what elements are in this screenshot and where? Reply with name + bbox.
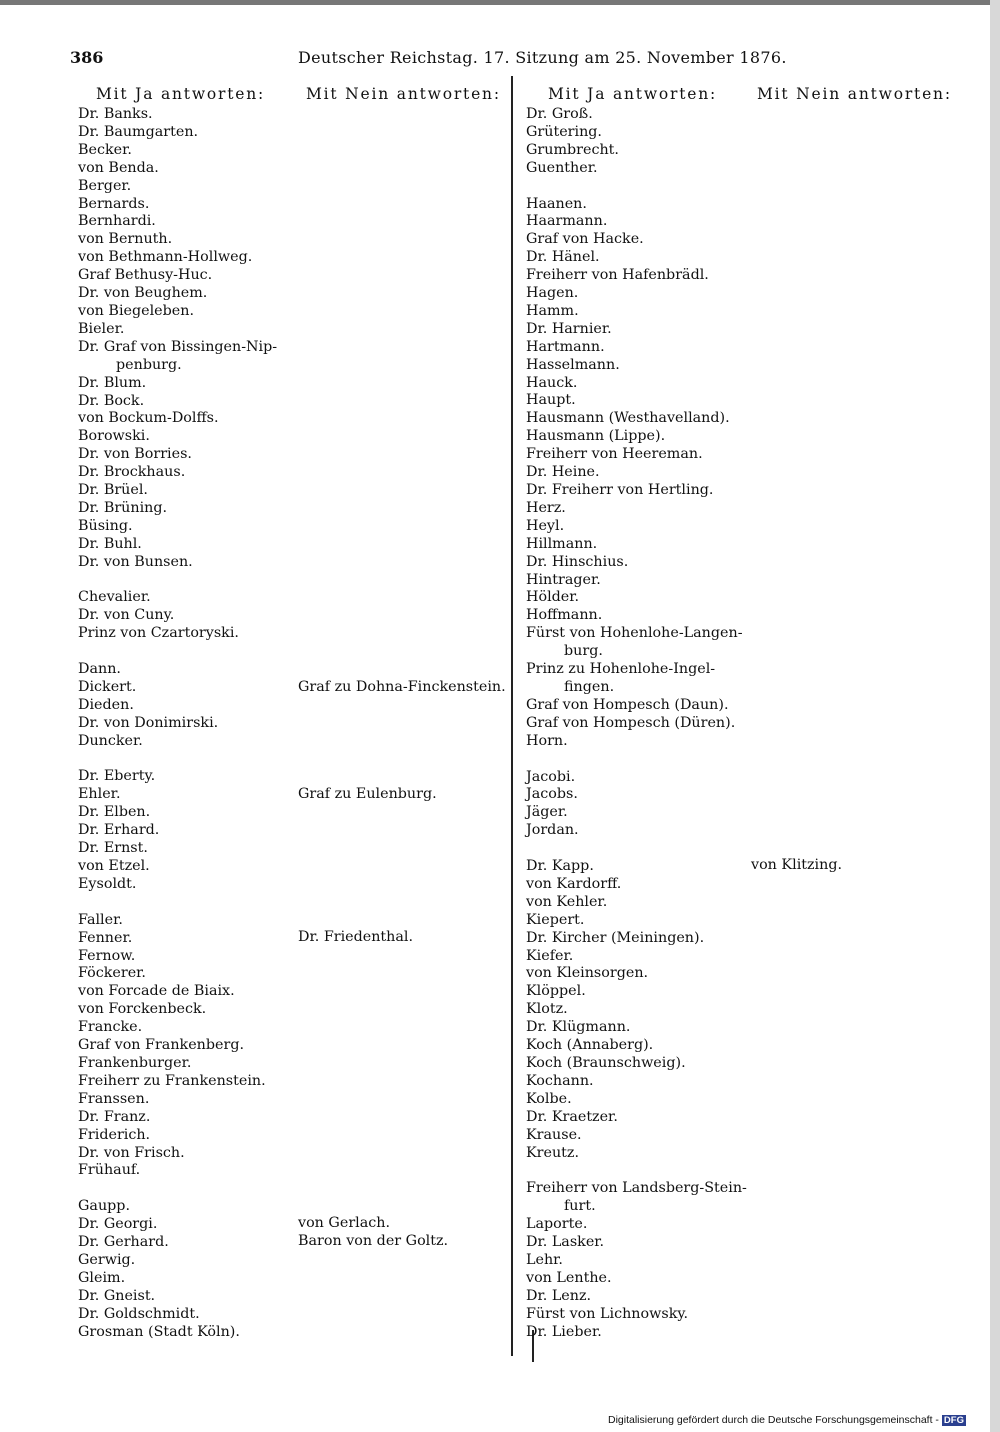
ja-name: Grütering.	[526, 123, 602, 140]
ja-name: furt.	[564, 1198, 596, 1215]
spacer	[298, 303, 508, 321]
spacer	[751, 428, 986, 446]
spacer	[298, 696, 508, 714]
group-separator	[526, 1162, 751, 1180]
spacer	[298, 213, 508, 231]
spacer	[751, 786, 986, 804]
spacer	[298, 1144, 508, 1162]
spacer	[298, 625, 508, 643]
spacer	[298, 1162, 508, 1180]
ja-name: Hausmann (Westhavelland).	[526, 410, 730, 427]
spacer	[298, 195, 508, 213]
spacer	[751, 840, 986, 858]
left-ja-heading: Mit Ja antworten:	[96, 85, 266, 103]
page-number: 386	[70, 48, 104, 67]
ja-name: von Bockum-Dolffs.	[78, 410, 219, 427]
spacer	[751, 714, 986, 732]
spacer	[298, 1126, 508, 1144]
page-edge	[990, 0, 1000, 1432]
spacer	[298, 285, 508, 303]
ja-name: Jacobs.	[526, 786, 578, 803]
spacer	[751, 142, 986, 160]
spacer	[751, 374, 986, 392]
spacer	[298, 321, 508, 339]
right-ja-heading: Mit Ja antworten:	[548, 85, 718, 103]
ja-name: Klotz.	[526, 1001, 568, 1018]
spacer	[298, 160, 508, 178]
ja-name: Hausmann (Lippe).	[526, 428, 666, 445]
spacer	[298, 142, 508, 160]
spacer	[751, 195, 986, 213]
ja-name: Haupt.	[526, 392, 576, 409]
ja-name: Dr. Kapp.	[526, 858, 594, 875]
ja-name: Dr. von Cuny.	[78, 607, 175, 624]
ja-name: Bieler.	[78, 320, 125, 337]
ja-name: Klöppel.	[526, 983, 586, 1000]
group-separator	[78, 1180, 293, 1198]
ja-name: Dr. Graf von Bissingen-Nip-	[78, 338, 278, 355]
ja-name: Lehr.	[526, 1251, 563, 1268]
ja-name: Hoffmann.	[526, 607, 603, 624]
spacer	[298, 428, 508, 446]
spacer	[298, 517, 508, 535]
spacer	[298, 589, 508, 607]
left-ja-column	[78, 86, 293, 1341]
group-separator	[526, 840, 751, 858]
spacer	[751, 571, 986, 589]
spacer	[298, 643, 508, 661]
spacer	[298, 768, 508, 786]
ja-name: von Lenthe.	[526, 1269, 612, 1286]
ja-name: Horn.	[526, 732, 568, 749]
spacer	[298, 714, 508, 732]
nein-name: von Klitzing.	[751, 857, 843, 874]
ja-name: Eysoldt.	[78, 875, 137, 892]
ja-name: Herz.	[526, 499, 566, 516]
ja-name: Dr. Elben.	[78, 804, 151, 821]
ja-name: Dr. Ernst.	[78, 840, 148, 857]
ja-name: Dr. Brüel.	[78, 482, 148, 499]
ja-name: penburg.	[116, 356, 182, 373]
ja-name: Haarmann.	[526, 213, 608, 230]
spacer	[751, 517, 986, 535]
ja-name: von Forcade de Biaix.	[78, 983, 235, 1000]
ja-name: Dr. Eberty.	[78, 768, 156, 785]
spacer	[298, 804, 508, 822]
ja-name: Kolbe.	[526, 1090, 572, 1107]
spacer	[298, 947, 508, 965]
ja-name: Dr. Freiherr von Hertling.	[526, 482, 714, 499]
spacer	[751, 339, 986, 357]
ja-name: Jacobi.	[526, 768, 576, 785]
ja-name: Jäger.	[526, 804, 568, 821]
spacer	[298, 267, 508, 285]
spacer	[751, 643, 986, 661]
ja-name: Prinz von Czartoryski.	[78, 625, 239, 642]
right-nein-heading: Mit Nein antworten:	[757, 85, 952, 103]
ja-name: Hagen.	[526, 285, 579, 302]
ja-name: Dr. Gneist.	[78, 1287, 156, 1304]
spacer	[751, 768, 986, 786]
spacer	[298, 857, 508, 875]
ja-name: Guenther.	[526, 159, 598, 176]
spacer	[751, 392, 986, 410]
spacer	[751, 589, 986, 607]
ja-name: Becker.	[78, 141, 132, 158]
spacer	[298, 732, 508, 750]
ja-name: Dr. Franz.	[78, 1108, 151, 1125]
ja-name: Freiherr von Landsberg-Stein-	[526, 1180, 747, 1197]
spacer	[298, 356, 508, 374]
ja-name: Dr. von Bunsen.	[78, 553, 193, 570]
spacer	[751, 356, 986, 374]
ja-name: Freiherr von Heereman.	[526, 446, 703, 463]
spacer	[298, 607, 508, 625]
ja-name: Dr. Georgi.	[78, 1216, 158, 1233]
ja-name: von Kehler.	[526, 893, 608, 910]
ja-name: Dr. Lieber.	[526, 1323, 602, 1340]
ja-name: Dr. Klügmann.	[526, 1019, 631, 1036]
ja-name: Dr. Kircher (Meiningen).	[526, 929, 705, 946]
ja-name: Krause.	[526, 1126, 582, 1143]
ja-name: von Kleinsorgen.	[526, 965, 649, 982]
ja-name: Graf von Hompesch (Daun).	[526, 696, 729, 713]
spacer	[751, 553, 986, 571]
spacer	[298, 983, 508, 1001]
ja-name: Dr. von Frisch.	[78, 1144, 185, 1161]
spacer	[751, 822, 986, 840]
ja-name: Büsing.	[78, 517, 133, 534]
running-title: Deutscher Reichstag. 17. Sitzung am 25. November 1876.	[298, 48, 787, 67]
spacer	[298, 500, 508, 518]
spacer	[298, 392, 508, 410]
spacer	[298, 535, 508, 553]
spacer	[298, 374, 508, 392]
ja-name: Dickert.	[78, 678, 137, 695]
spacer	[298, 840, 508, 858]
ja-name: Dr. Kraetzer.	[526, 1108, 618, 1125]
spacer	[298, 822, 508, 840]
spacer	[751, 464, 986, 482]
spacer	[751, 750, 986, 768]
ja-name: Dr. Gerhard.	[78, 1234, 169, 1251]
spacer	[751, 160, 986, 178]
right-ja-column	[526, 86, 751, 1341]
group-separator	[78, 572, 293, 590]
nein-name: Graf zu Eulenburg.	[298, 785, 437, 802]
group-separator	[78, 643, 293, 661]
ja-name: Dr. von Borries.	[78, 446, 192, 463]
spacer	[298, 106, 508, 124]
ja-name: von Bethmann-Hollweg.	[78, 249, 253, 266]
ja-name: Dr. Goldschmidt.	[78, 1305, 200, 1322]
spacer	[298, 553, 508, 571]
ja-name: Dr. Erhard.	[78, 822, 160, 839]
ja-name: Hauck.	[526, 374, 578, 391]
spacer	[751, 446, 986, 464]
ja-name: Dr. Bock.	[78, 392, 145, 409]
ja-name: Borowski.	[78, 428, 150, 445]
spacer	[751, 500, 986, 518]
spacer	[298, 1054, 508, 1072]
ja-name: Faller.	[78, 911, 123, 928]
ja-name: burg.	[564, 643, 603, 660]
ja-name: Graf Bethusy-Huc.	[78, 267, 213, 284]
ja-name: Fenner.	[78, 929, 133, 946]
ja-name: Berger.	[78, 177, 132, 194]
ja-name: Graf von Hacke.	[526, 231, 644, 248]
group-separator	[78, 894, 293, 912]
ja-name: Graf von Frankenberg.	[78, 1037, 245, 1054]
ja-name: Gleim.	[78, 1269, 126, 1286]
ja-name: Dr. Hinschius.	[526, 553, 629, 570]
spacer	[751, 661, 986, 679]
spacer	[298, 571, 508, 589]
ja-name: Dr. von Beughem.	[78, 285, 208, 302]
ja-name: Koch (Braunschweig).	[526, 1054, 686, 1071]
spacer	[751, 213, 986, 231]
group-separator	[78, 751, 293, 769]
left-nein-heading: Mit Nein antworten:	[306, 85, 501, 103]
dfg-logo: DFG	[943, 1415, 964, 1426]
spacer	[751, 679, 986, 697]
ja-name: Graf von Hompesch (Düren).	[526, 714, 736, 731]
spacer	[751, 607, 986, 625]
ja-name: Dr. Buhl.	[78, 535, 142, 552]
ja-name: Francke.	[78, 1019, 143, 1036]
ja-name: fingen.	[564, 678, 615, 695]
spacer	[751, 696, 986, 714]
footer-credit	[608, 1414, 966, 1426]
ja-name: Dieden.	[78, 696, 134, 713]
ja-name: Bernards.	[78, 195, 150, 212]
ja-name: Dr. Banks.	[78, 106, 153, 122]
spacer	[751, 303, 986, 321]
spacer	[298, 231, 508, 249]
spacer	[751, 178, 986, 196]
spacer	[298, 464, 508, 482]
ja-name: von Kardorff.	[526, 875, 622, 892]
group-separator	[526, 751, 751, 769]
ja-name: Dr. Lasker.	[526, 1234, 605, 1251]
ja-name: Fernow.	[78, 947, 136, 964]
spacer	[298, 1090, 508, 1108]
ja-name: Ehler.	[78, 786, 121, 803]
spacer	[298, 482, 508, 500]
ja-name: Kreutz.	[526, 1144, 580, 1161]
spacer	[751, 267, 986, 285]
ja-name: Laporte.	[526, 1216, 588, 1233]
ja-name: Kochann.	[526, 1072, 594, 1089]
spacer	[298, 1036, 508, 1054]
spacer	[751, 482, 986, 500]
ja-name: Prinz zu Hohenlohe-Ingel-	[526, 661, 716, 678]
spacer	[751, 804, 986, 822]
ja-name: Jordan.	[526, 822, 579, 839]
spacer	[298, 1072, 508, 1090]
top-border	[0, 0, 1000, 5]
ja-name: Frühauf.	[78, 1162, 141, 1179]
ja-name: Gerwig.	[78, 1251, 136, 1268]
ja-name: Dr. Hänel.	[526, 249, 600, 266]
ja-name: Heyl.	[526, 517, 565, 534]
ja-name: Hölder.	[526, 589, 580, 606]
spacer	[298, 965, 508, 983]
spacer	[298, 410, 508, 428]
ja-name: von Biegeleben.	[78, 302, 194, 319]
group-separator	[526, 178, 751, 196]
spacer	[298, 661, 508, 679]
ja-name: Kiepert.	[526, 911, 585, 928]
ja-name: Bernhardi.	[78, 213, 156, 230]
spacer	[298, 124, 508, 142]
spacer	[751, 249, 986, 267]
ja-name: Dr. Lenz.	[526, 1287, 592, 1304]
ja-name: Chevalier.	[78, 589, 151, 606]
spacer	[298, 178, 508, 196]
spacer	[751, 535, 986, 553]
ja-name: Dr. Harnier.	[526, 320, 612, 337]
column-divider	[511, 76, 513, 1356]
spacer	[298, 249, 508, 267]
ja-name: Hasselmann.	[526, 356, 620, 373]
spacer	[298, 1108, 508, 1126]
ja-name: Dr. Brockhaus.	[78, 464, 186, 481]
nein-name: Graf zu Dohna-Finckenstein.	[298, 678, 506, 695]
ja-name: Grosman (Stadt Köln).	[78, 1323, 240, 1340]
spacer	[298, 1001, 508, 1019]
ja-name: Fürst von Hohenlohe-Langen-	[526, 625, 743, 642]
ja-name: Dr. von Donimirski.	[78, 714, 219, 731]
spacer	[751, 124, 986, 142]
ja-name: Dr. Groß.	[526, 106, 593, 122]
ja-name: Haanen.	[526, 195, 587, 212]
spacer	[298, 1197, 508, 1215]
ja-name: Franssen.	[78, 1090, 150, 1107]
ja-name: Duncker.	[78, 732, 143, 749]
ja-name: Dr. Baumgarten.	[78, 123, 199, 140]
spacer	[298, 875, 508, 893]
ja-name: Hillmann.	[526, 535, 598, 552]
ja-name: Freiherr zu Frankenstein.	[78, 1072, 266, 1089]
spacer	[751, 625, 986, 643]
ja-name: Kiefer.	[526, 947, 574, 964]
spacer	[751, 231, 986, 249]
ja-name: Grumbrecht.	[526, 141, 619, 158]
ja-name: Hintrager.	[526, 571, 601, 588]
spacer	[751, 321, 986, 339]
spacer	[298, 1179, 508, 1197]
ja-name: Friderich.	[78, 1126, 151, 1143]
spacer	[298, 911, 508, 929]
ja-name: von Bernuth.	[78, 231, 173, 248]
ja-name: Gaupp.	[78, 1198, 131, 1215]
ja-name: von Benda.	[78, 159, 159, 176]
nein-name: Dr. Friedenthal.	[298, 929, 414, 945]
ja-name: Dann.	[78, 661, 121, 678]
spacer	[298, 339, 508, 357]
ja-name: Dr. Blum.	[78, 374, 147, 391]
nein-name: von Gerlach.	[298, 1215, 391, 1232]
ja-name: Freiherr von Hafenbrädl.	[526, 267, 709, 284]
spacer	[751, 106, 986, 124]
ja-name: Frankenburger.	[78, 1054, 192, 1071]
nein-name: Baron von der Goltz.	[298, 1233, 449, 1250]
spacer	[298, 446, 508, 464]
ja-name: von Forckenbeck.	[78, 1001, 207, 1018]
spacer	[298, 893, 508, 911]
footer-text: Digitalisierung gefördert durch die Deutsche Forschungsgemeinschaft -	[608, 1414, 939, 1426]
ja-name: von Etzel.	[78, 858, 150, 875]
spacer	[298, 750, 508, 768]
ja-name: Hartmann.	[526, 338, 605, 355]
page-header	[70, 48, 990, 72]
spacer	[751, 285, 986, 303]
right-nein-column	[751, 86, 986, 875]
left-nein-column	[298, 86, 508, 1251]
ja-name: Föckerer.	[78, 965, 146, 982]
spacer	[751, 410, 986, 428]
ja-name: Dr. Brüning.	[78, 499, 168, 516]
ja-name: Hamm.	[526, 302, 579, 319]
ja-name: Dr. Heine.	[526, 464, 600, 481]
ja-name: Fürst von Lichnowsky.	[526, 1305, 689, 1322]
spacer	[298, 1018, 508, 1036]
spacer	[751, 732, 986, 750]
ja-name: Koch (Annaberg).	[526, 1037, 654, 1054]
